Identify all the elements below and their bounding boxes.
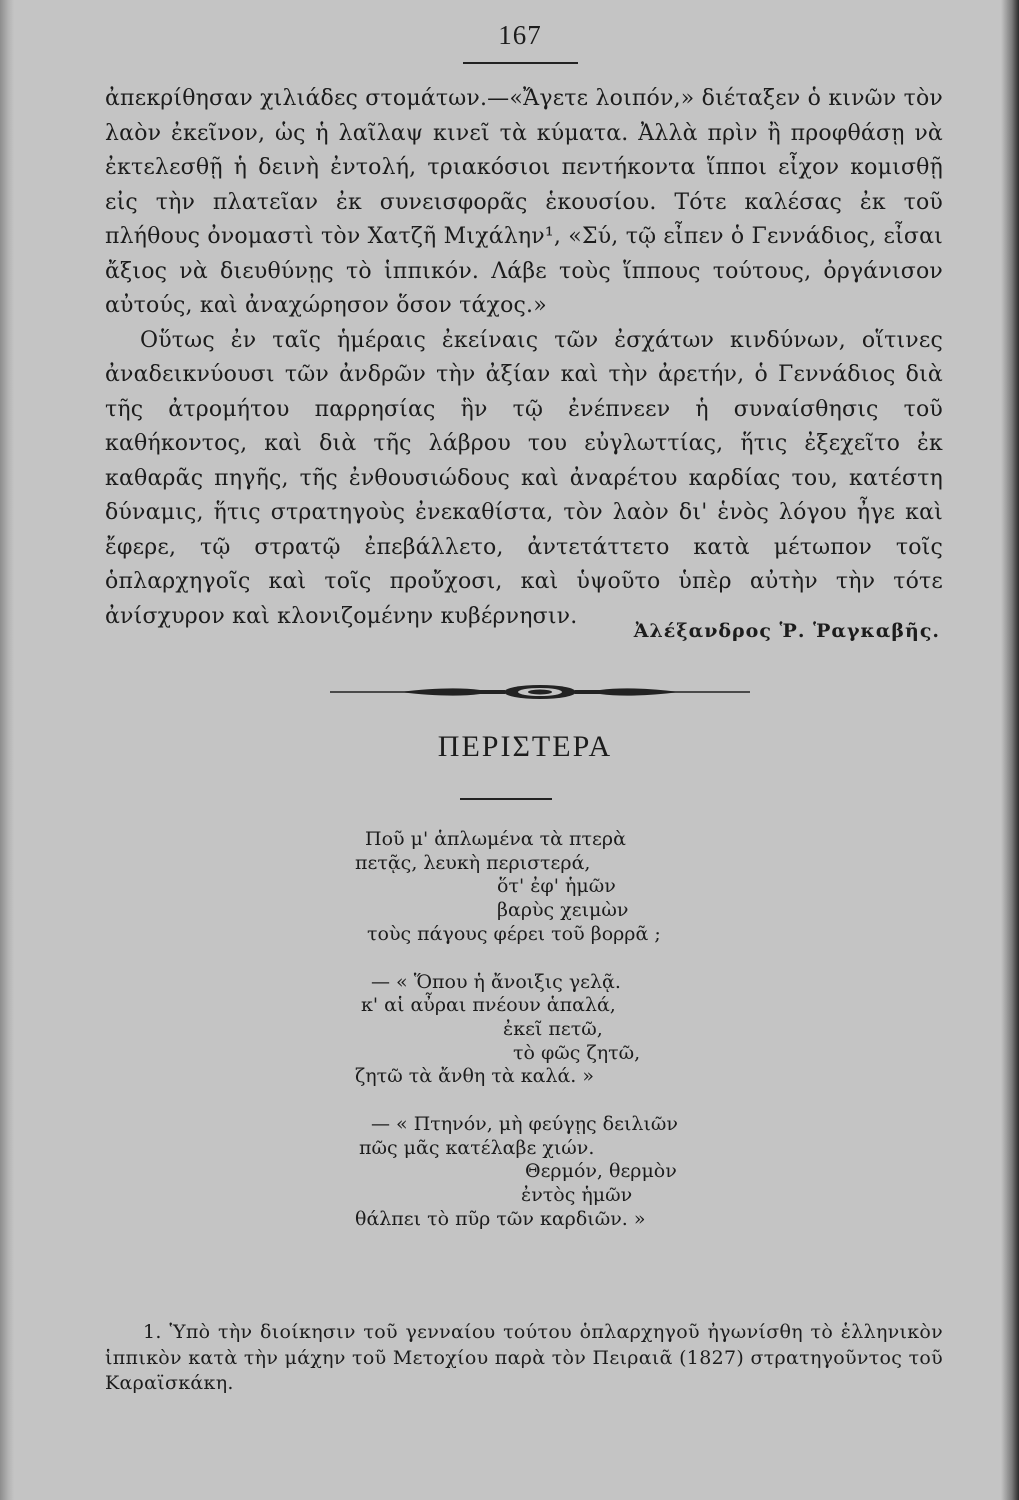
prose-body	[105, 82, 943, 634]
footnote: 1. Ὑπὸ τὴν διοίκησιν τοῦ γενναίου τούτου ὁπλαρχηγοῦ ἠγωνίσθη τὸ ἑλληνικὸν ἱππικὸν κατὰ τὴν μάχην τοῦ Μετοχίου παρὰ τὸν Πειραιᾶ (1827) στρατηγοῦντος τοῦ Καραϊσκάκη.	[105, 1321, 943, 1394]
poem-line: Ποῦ μ' ἁπλωμένα τὰ πτερὰ	[365, 828, 626, 850]
poem-title: ΠΕΡΙΣΤΕΡΑ	[437, 730, 613, 763]
poem-line: πετᾷς, λευκὴ περιστερά,	[355, 851, 591, 874]
prose-paragraph-1: ἀπεκρίθησαν χιλιάδες στομάτων.—«Ἄγετε λοιπόν,» διέταξεν ὁ κινῶν τὸν λαὸν ἐκεῖνον, ὡς ἡ λαῖλαψ κινεῖ τὰ κύματα. Ἀλλὰ πρὶν ἢ προφθάσῃ νὰ ἐκτελεσθῇ ἡ δεινὴ ἐντολή, τριακόσιοι πεντήκοντα ἵπποι εἶχον κομισθῇ εἰς τὴν πλατεῖαν ἐκ συνεισφορᾶς ἑκουσίου. Τότε καλέσας ἐκ τοῦ πλήθους ὀνομαστὶ τὸν Χατζῆ Μιχάλην¹, «Σύ, τῷ εἶπεν ὁ Γεννάδιος, εἶσαι ἄξιος νὰ διευθύνῃς τὸ ἱππικόν. Λάβε τοὺς ἵππους τούτους, ὀργάνισον αὐτούς, καὶ ἀναχώρησον ὅσον τάχος.»	[105, 86, 943, 318]
poem-line: κ' αἱ αὖραι πνέουν ἁπαλά,	[361, 994, 616, 1017]
poem-stanza-3	[355, 1113, 775, 1232]
author-signature: Ἀλέξανδρος Ῥ. Ῥαγκαβῆς.	[633, 620, 940, 642]
poem-line: ἐκεῖ πετῶ,	[503, 1017, 603, 1040]
ornamental-divider	[330, 682, 750, 702]
poem-body	[355, 828, 775, 1256]
page-number-rule	[463, 62, 578, 64]
poem-title-rule	[460, 798, 552, 800]
poem-line: θάλπει τὸ πῦρ τῶν καρδιῶν. »	[355, 1207, 646, 1230]
poem-line: βαρὺς χειμὼν	[497, 899, 629, 922]
poem-line: ἐντὸς ἡμῶν	[521, 1184, 633, 1207]
poem-line: πῶς μᾶς κατέλαβε χιών.	[359, 1136, 595, 1159]
poem-stanza-2	[355, 971, 775, 1090]
poem-stanza-1	[355, 828, 775, 947]
page-left-edge	[0, 0, 14, 1500]
poem-line: — « Ὅπου ἡ ἄνοιξις γελᾷ.	[371, 970, 621, 993]
poem-line: ὅτ' ἐφ' ἡμῶν	[497, 875, 616, 898]
poem-line: τὸ φῶς ζητῶ,	[513, 1041, 641, 1064]
poem-line: Θερμόν, θερμὸν	[525, 1160, 677, 1183]
poem-line: τοὺς πάγους φέρει τοῦ βορρᾶ ;	[367, 922, 661, 945]
page-right-edge	[1001, 0, 1019, 1500]
poem-line: ζητῶ τὰ ἄνθη τὰ καλά. »	[355, 1065, 595, 1088]
prose-paragraph-2: Οὕτως ἐν ταῖς ἡμέραις ἐκείναις τῶν ἐσχάτων κινδύνων, οἵτινες ἀναδεικνύουσι τῶν ἀνδρῶν τὴν ἀξίαν καὶ τὴν ἀρετήν, ὁ Γεννάδιος διὰ τῆς ἀτρομήτου παρρησίας ἣν τῷ ἐνέπνεεν ἡ συναίσθησις τοῦ καθήκοντος, καὶ διὰ τῆς λάβρου του εὐγλωττίας, ἥτις ἐξεχεῖτο ἐκ καθαρᾶς πηγῆς, τῆς ἐνθουσιώδους καὶ ἀναρέτου καρδίας του, κατέστη δύναμις, ἥτις στρατηγοὺς ἐνεκαθίστα, τὸν λαὸν δι' ἑνὸς λόγου ἦγε καὶ ἔφερε, τῷ στρατῷ ἐπεβάλλετο, ἀντετάττετο κατὰ μέτωπον τοῖς ὁπλαρχηγοῖς καὶ τοῖς προὔχοσι, καὶ ὑψοῦτο ὑπὲρ αὐτὴν τὴν τότε ἀνίσχυρον καὶ κλονιζομένην κυβέρνησιν.	[105, 327, 943, 629]
page-number: 167	[498, 20, 542, 50]
poem-line: — « Πτηνόν, μὴ φεύγῃς δειλιῶν	[371, 1113, 678, 1136]
